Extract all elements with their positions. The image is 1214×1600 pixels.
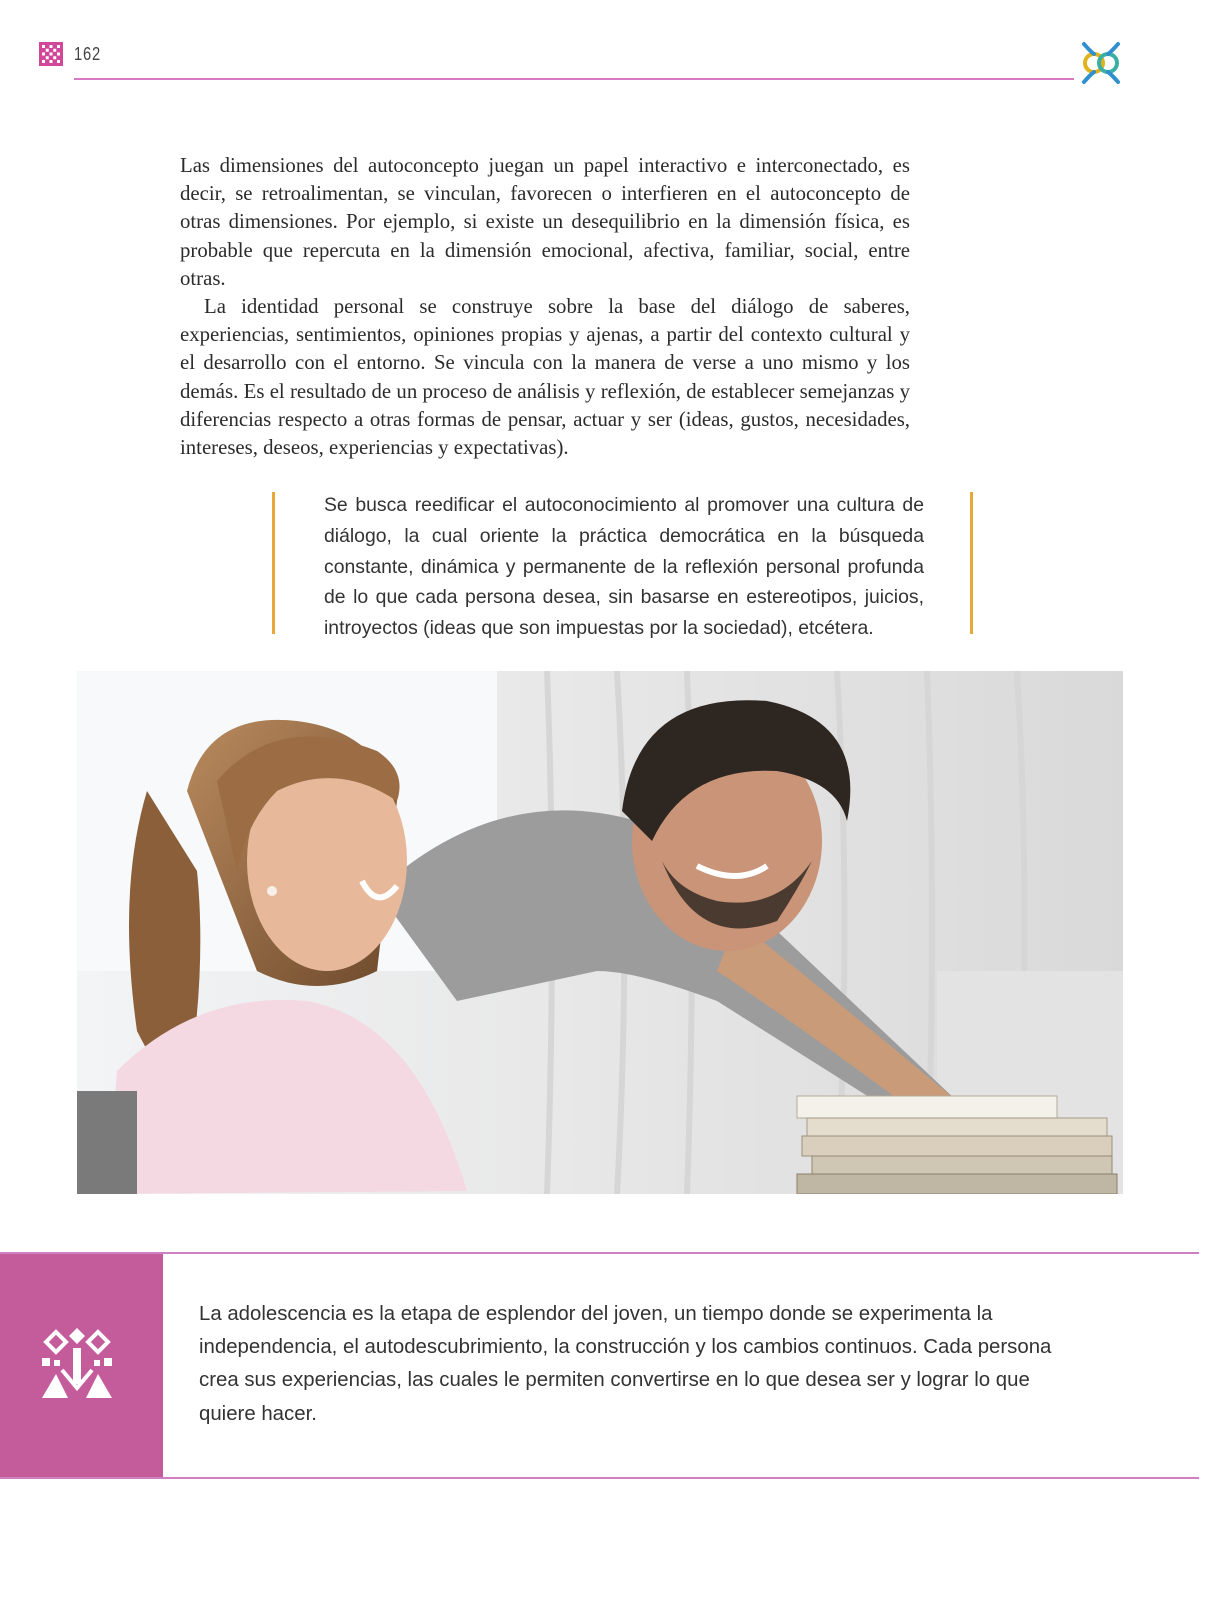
callout-divider-top [0,1252,1199,1254]
callout-text: La adolescencia es la etapa de esplendor del joven, un tiempo donde se experimenta la independencia, el autodescubrimiento, la construcción y los cambios continuos. Cada persona crea sus experiencias, las cuales le permiten convertirse en lo que desea ser y lograr lo que quiere hacer. [199,1303,1052,1425]
textile-pattern-icon [39,42,63,66]
quote-text: Se busca reedificar el autoconocimiento al promover una cultura de diálogo, la cual oriente la práctica democrática en la búsqueda constante, dinámica y permanente de la reflexión personal profunda de lo que cada persona desea, sin basarse en estereotipos, juicios, introyectos (ideas que son impuestas por la sociedad), etcétera. [324,494,924,640]
callout-divider-bottom [0,1477,1199,1479]
body-text [180,152,910,462]
body-paragraph: La identidad personal se construye sobre la base del diálogo de saberes, experiencias, sentimientos, opiniones propias y ajenas, a partir del contexto cultural y el desarrollo con el entorno. Se vincula con la manera de verse a uno mismo y los demás. Es el resultado de un proceso de análisis y reflexión, de establecer semejanzas y diferencias respecto a otras formas de pensar, actuar y ser (ideas, gustos, necesidades, intereses, deseos, experiencias y expectativas). [180,295,910,460]
textile-pattern-icon [38,1324,116,1402]
quote-bar-left [272,492,275,634]
header-divider [74,78,1074,80]
photo-girl-and-man-smiling-icon [77,671,1123,1194]
interlinked-rings-logo-icon [1076,38,1126,88]
page-number: 162 [74,44,102,64]
quote-bar-right [970,492,973,634]
body-paragraph: Las dimensiones del autoconcepto juegan un papel interactivo e interconectado, es decir, se retroalimentan, se vinculan, favorecen o interfieren en el autoconcepto de otras dimensiones. Por ejemplo, si existe un desequilibrio en la dimensión física, es probable que repercuta en la dimensión emocional, afectiva, familiar, social, entre otras. [180,154,910,290]
